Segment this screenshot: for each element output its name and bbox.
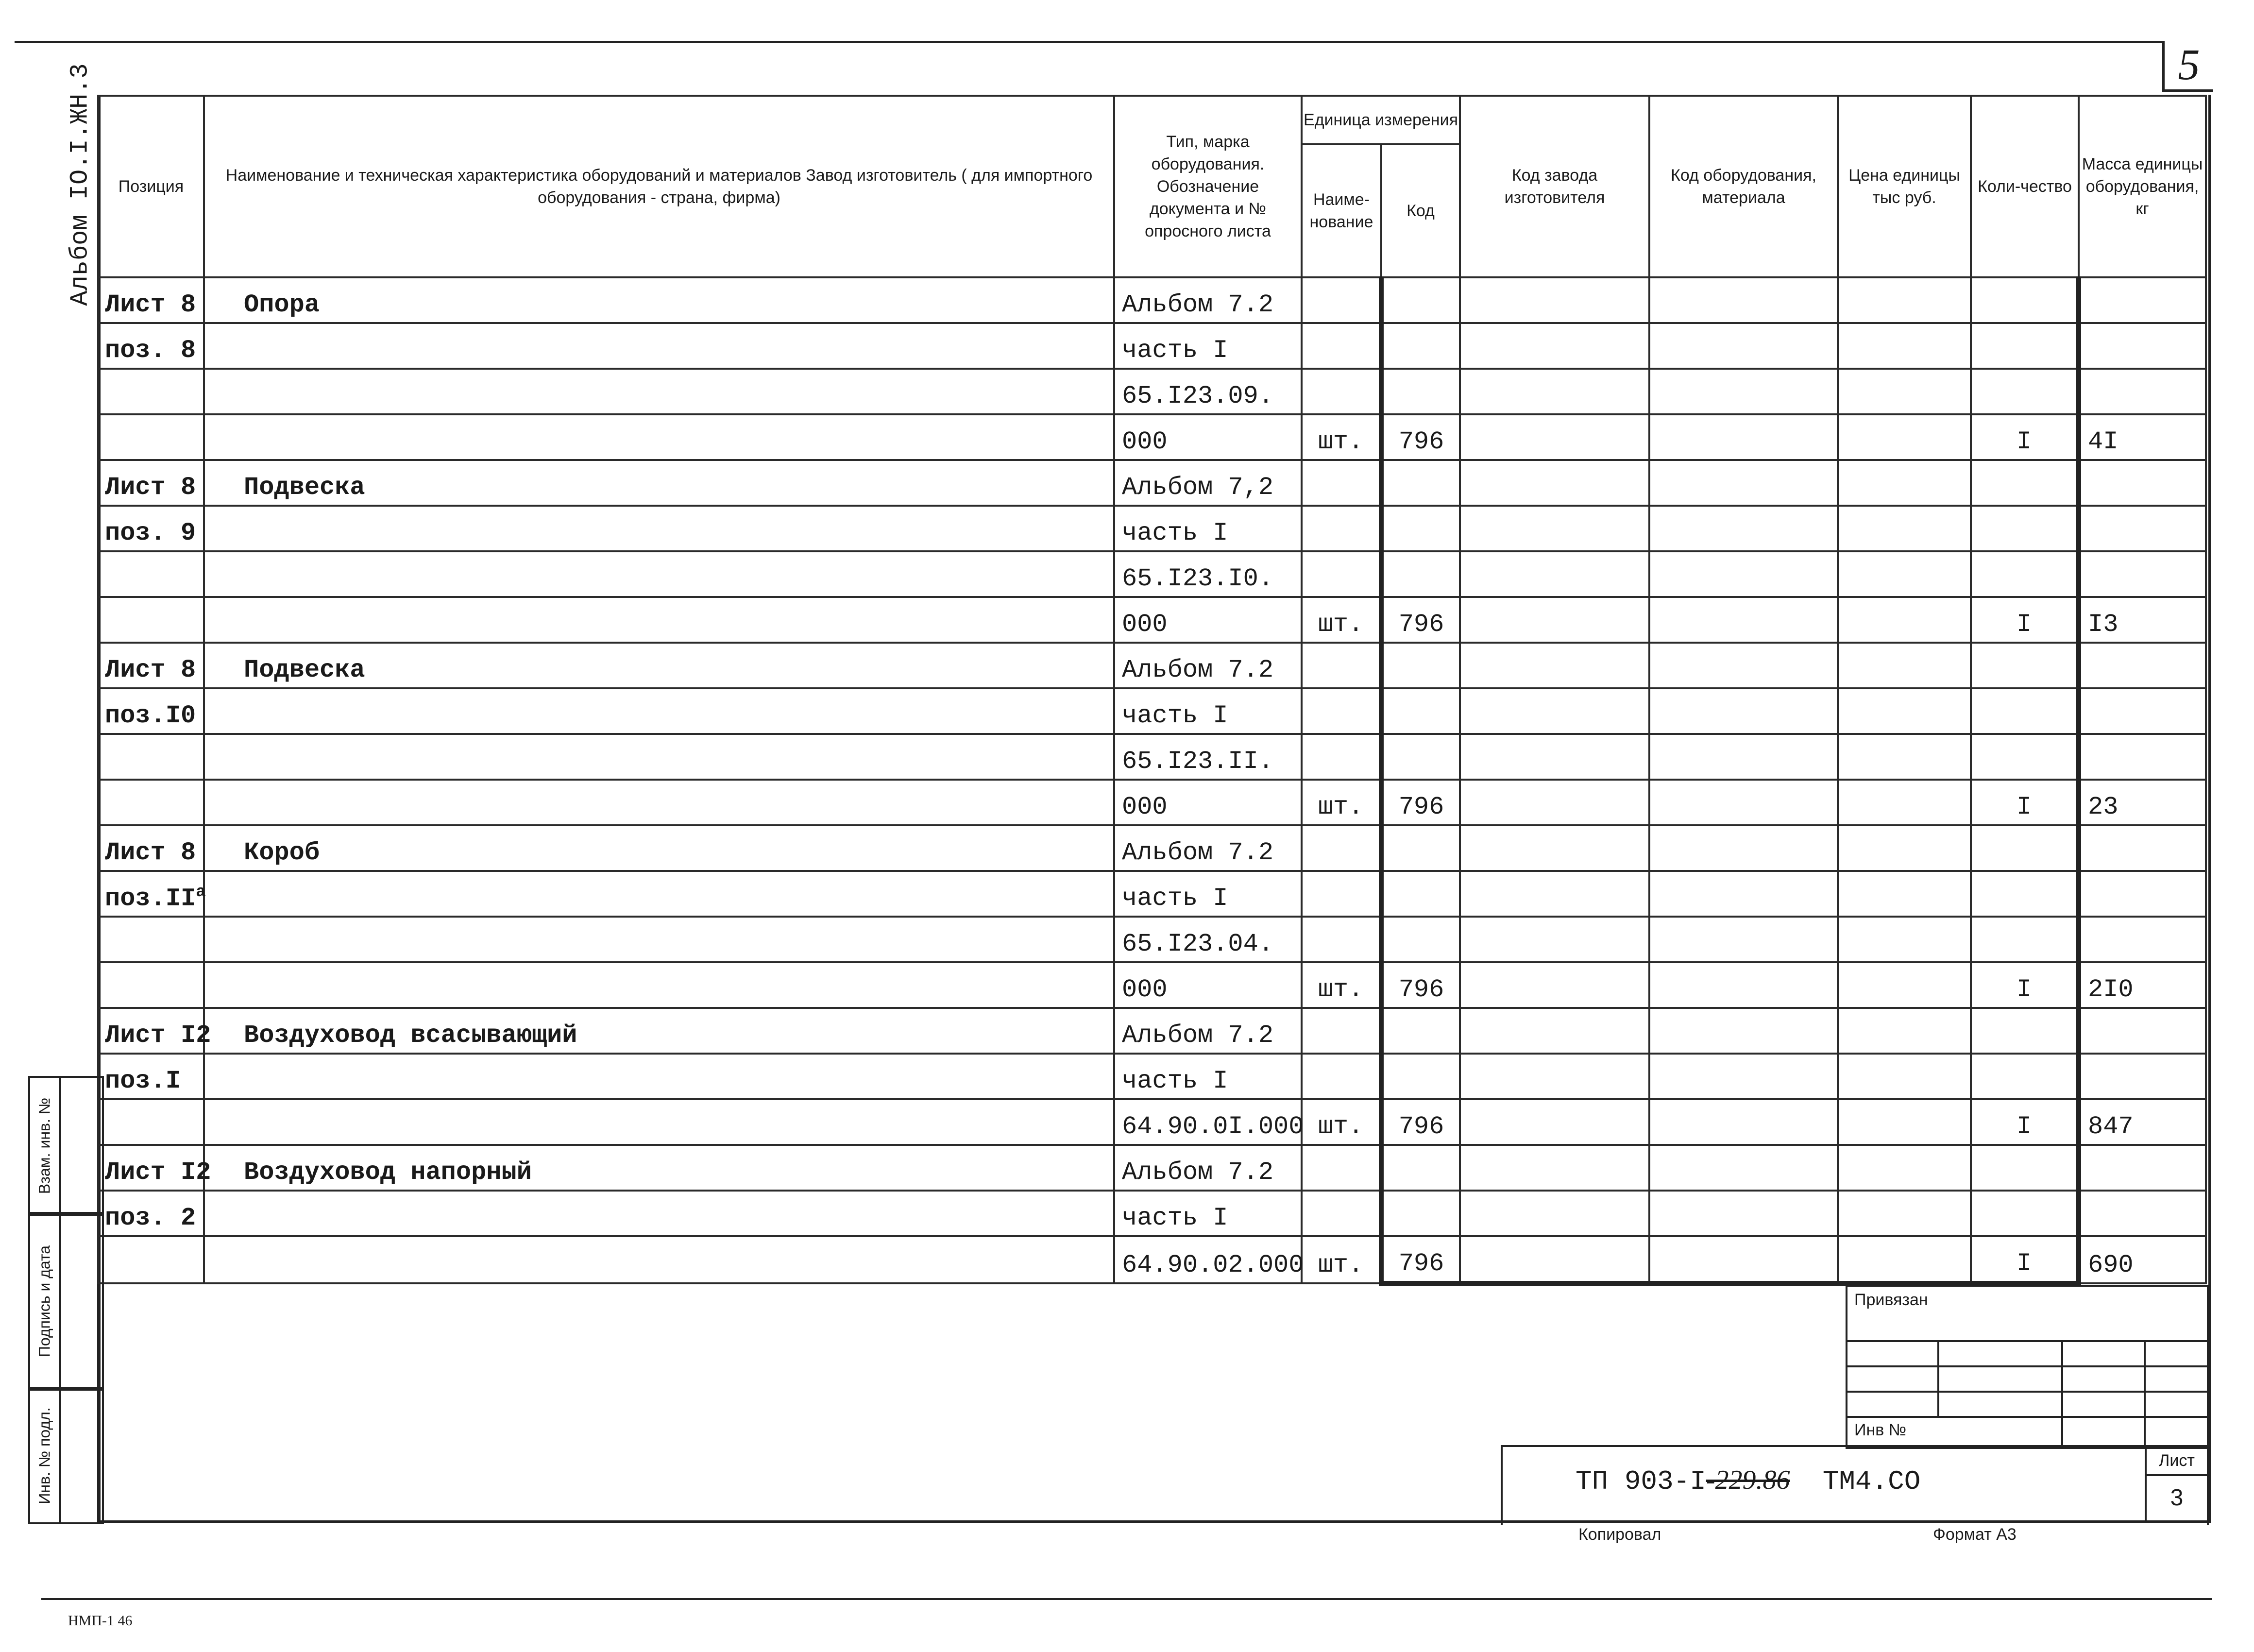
table-row xyxy=(98,825,2206,871)
cell-maker-code xyxy=(1460,1054,1649,1099)
cell-maker-code xyxy=(1460,597,1649,643)
cell-equip-code xyxy=(1649,1008,1838,1054)
cell-unit-code xyxy=(1381,1191,1460,1236)
cell-type: 000 xyxy=(1114,414,1302,460)
cell-price xyxy=(1838,688,1971,734)
cell-type: 64.90.02.000 xyxy=(1114,1236,1302,1283)
cell-mass xyxy=(2079,643,2206,688)
privyazan-title: Привязан xyxy=(1854,1291,1928,1309)
cell-maker-code xyxy=(1460,1191,1649,1236)
table-row xyxy=(98,1145,2206,1191)
cell-equip-code xyxy=(1649,277,1838,323)
cell-unit-code xyxy=(1381,277,1460,323)
table-row xyxy=(98,688,2206,734)
header-type: Тип, марка оборудования. Обозначение документа и № опросного листа xyxy=(1114,96,1302,277)
privyazan-block xyxy=(1846,1285,2209,1449)
cell-qty: I xyxy=(1971,780,2079,825)
cell-qty: I xyxy=(1971,597,2079,643)
cell-unit-code xyxy=(1381,369,1460,414)
cell-position: поз.I0 xyxy=(98,688,204,734)
cell-equip-code xyxy=(1649,643,1838,688)
cell-position: поз. 2 xyxy=(98,1191,204,1236)
cell-name xyxy=(204,962,1114,1008)
cell-name xyxy=(204,369,1114,414)
stamp-vzam-inv: Взам. инв. № xyxy=(28,1076,104,1216)
cell-type: 000 xyxy=(1114,962,1302,1008)
cell-name xyxy=(204,1054,1114,1099)
cell-equip-code xyxy=(1649,506,1838,551)
stamp-inv-podl: Инв. № подл. xyxy=(28,1387,104,1524)
album-side-label: Альбом IO.I.ЖН.3 xyxy=(66,63,95,306)
cell-position xyxy=(98,414,204,460)
table-row xyxy=(98,1236,2206,1283)
cell-type: часть I xyxy=(1114,688,1302,734)
cell-name xyxy=(204,1191,1114,1236)
bottom-rule xyxy=(41,1598,2212,1600)
cell-mass xyxy=(2079,734,2206,780)
cell-maker-code xyxy=(1460,551,1649,597)
cell-qty xyxy=(1971,551,2079,597)
cell-unit-name xyxy=(1302,369,1381,414)
cell-qty xyxy=(1971,369,2079,414)
cell-equip-code xyxy=(1649,734,1838,780)
cell-position xyxy=(98,917,204,962)
cell-equip-code xyxy=(1649,917,1838,962)
cell-mass: 847 xyxy=(2079,1099,2206,1145)
cell-equip-code xyxy=(1649,1054,1838,1099)
cell-type: часть I xyxy=(1114,506,1302,551)
cell-price xyxy=(1838,1008,1971,1054)
cell-unit-name xyxy=(1302,1145,1381,1191)
cell-maker-code xyxy=(1460,734,1649,780)
cell-unit-name: шт. xyxy=(1302,597,1381,643)
header-maker-code: Код завода изготовителя xyxy=(1460,96,1649,277)
cell-unit-code: 796 xyxy=(1381,597,1460,643)
cell-price xyxy=(1838,1145,1971,1191)
cell-type: 64.90.0I.000 xyxy=(1114,1099,1302,1145)
cell-maker-code xyxy=(1460,688,1649,734)
cell-position: Лист I2 xyxy=(98,1145,204,1191)
cell-unit-code xyxy=(1381,643,1460,688)
cell-unit-name xyxy=(1302,1054,1381,1099)
cell-unit-code xyxy=(1381,1054,1460,1099)
cell-type: часть I xyxy=(1114,1191,1302,1236)
cell-position xyxy=(98,1236,204,1283)
cell-unit-code: 796 xyxy=(1381,414,1460,460)
cell-position: Лист 8 xyxy=(98,460,204,506)
cell-position: Лист I2 xyxy=(98,1008,204,1054)
cell-price xyxy=(1838,460,1971,506)
cell-price xyxy=(1838,780,1971,825)
privyazan-inv: Инв № xyxy=(1854,1421,1907,1439)
cell-position: Лист 8 xyxy=(98,277,204,323)
cell-qty: I xyxy=(1971,1099,2079,1145)
table-row xyxy=(98,643,2206,688)
cell-position xyxy=(98,734,204,780)
table-row xyxy=(98,962,2206,1008)
cell-unit-name: шт. xyxy=(1302,414,1381,460)
cell-qty: I xyxy=(1971,414,2079,460)
header-unit-group: Единица измерения xyxy=(1302,96,1460,144)
cell-unit-name xyxy=(1302,688,1381,734)
cell-qty xyxy=(1971,871,2079,917)
cell-position: поз. 9 xyxy=(98,506,204,551)
cell-type: часть I xyxy=(1114,871,1302,917)
cell-qty: I xyxy=(1971,962,2079,1008)
cell-unit-code xyxy=(1381,917,1460,962)
table-row xyxy=(98,597,2206,643)
cell-price xyxy=(1838,551,1971,597)
cell-unit-code xyxy=(1381,1145,1460,1191)
cell-unit-code xyxy=(1381,551,1460,597)
cell-qty xyxy=(1971,917,2079,962)
cell-unit-name xyxy=(1302,506,1381,551)
cell-maker-code xyxy=(1460,414,1649,460)
cell-name xyxy=(204,917,1114,962)
cell-name xyxy=(204,780,1114,825)
table-row xyxy=(98,734,2206,780)
cell-name xyxy=(204,1099,1114,1145)
cell-equip-code xyxy=(1649,1145,1838,1191)
cell-type: часть I xyxy=(1114,1054,1302,1099)
cell-maker-code xyxy=(1460,323,1649,369)
top-rule xyxy=(15,41,2164,43)
table-row xyxy=(98,1191,2206,1236)
cell-maker-code xyxy=(1460,825,1649,871)
cell-name xyxy=(204,688,1114,734)
table-row xyxy=(98,1099,2206,1145)
cell-qty xyxy=(1971,1145,2079,1191)
cell-type: 000 xyxy=(1114,780,1302,825)
cell-type: 000 xyxy=(1114,597,1302,643)
cell-mass xyxy=(2079,825,2206,871)
cell-maker-code xyxy=(1460,1099,1649,1145)
cell-unit-code: 796 xyxy=(1381,962,1460,1008)
cell-mass xyxy=(2079,917,2206,962)
cell-price xyxy=(1838,734,1971,780)
cell-mass: 4I xyxy=(2079,414,2206,460)
cell-qty: I xyxy=(1971,1236,2079,1283)
cell-mass xyxy=(2079,1054,2206,1099)
header-equip-code: Код оборудования, материала xyxy=(1649,96,1838,277)
cell-equip-code xyxy=(1649,688,1838,734)
cell-unit-code xyxy=(1381,506,1460,551)
header-name: Наименование и техническая характеристика оборудований и материалов Завод изготовитель ( для импортного оборудования - страна, фирма) xyxy=(204,96,1114,277)
cell-mass xyxy=(2079,871,2206,917)
table-row xyxy=(98,506,2206,551)
cell-unit-name: шт. xyxy=(1302,962,1381,1008)
cell-name xyxy=(204,506,1114,551)
cell-name xyxy=(204,871,1114,917)
cell-unit-name xyxy=(1302,551,1381,597)
cell-position: поз. 8 xyxy=(98,323,204,369)
format-label: Формат А3 xyxy=(1933,1525,2017,1544)
cell-mass xyxy=(2079,460,2206,506)
header-unit-name: Наиме-нование xyxy=(1302,144,1381,277)
cell-mass xyxy=(2079,551,2206,597)
cell-unit-name: шт. xyxy=(1302,1236,1381,1283)
cell-qty xyxy=(1971,1008,2079,1054)
cell-unit-code: 796 xyxy=(1381,1236,1460,1283)
table-row xyxy=(98,460,2206,506)
table-row xyxy=(98,780,2206,825)
cell-qty xyxy=(1971,643,2079,688)
cell-position: поз.I xyxy=(98,1054,204,1099)
header-price: Цена единицы тыс руб. xyxy=(1838,96,1971,277)
cell-equip-code xyxy=(1649,323,1838,369)
cell-unit-code xyxy=(1381,734,1460,780)
kopiroval-label: Копировал xyxy=(1578,1525,1661,1544)
cell-name xyxy=(204,597,1114,643)
cell-mass: 23 xyxy=(2079,780,2206,825)
cell-type: Альбом 7.2 xyxy=(1114,1008,1302,1054)
cell-price xyxy=(1838,1236,1971,1283)
cell-unit-name xyxy=(1302,323,1381,369)
header-unit-code: Код xyxy=(1381,144,1460,277)
cell-mass xyxy=(2079,1008,2206,1054)
cell-maker-code xyxy=(1460,917,1649,962)
cell-name xyxy=(204,323,1114,369)
cell-qty xyxy=(1971,734,2079,780)
cell-unit-name xyxy=(1302,871,1381,917)
cell-position: $поз.II^а$ xyxy=(98,871,204,917)
cell-name: Опора xyxy=(204,277,1114,323)
cell-type: Альбом 7,2 xyxy=(1114,460,1302,506)
cell-price xyxy=(1838,643,1971,688)
cell-mass: 690 xyxy=(2079,1236,2206,1283)
cell-unit-code xyxy=(1381,871,1460,917)
cell-equip-code xyxy=(1649,780,1838,825)
cell-unit-name xyxy=(1302,917,1381,962)
cell-qty xyxy=(1971,506,2079,551)
cell-qty xyxy=(1971,277,2079,323)
cell-qty xyxy=(1971,460,2079,506)
cell-type: часть I xyxy=(1114,323,1302,369)
table-row xyxy=(98,871,2206,917)
cell-type: 65.I23.II. xyxy=(1114,734,1302,780)
table-row xyxy=(98,917,2206,962)
cell-maker-code xyxy=(1460,1008,1649,1054)
table-row xyxy=(98,369,2206,414)
cell-price xyxy=(1838,825,1971,871)
cell-name: Воздуховод напорный xyxy=(204,1145,1114,1191)
cell-maker-code xyxy=(1460,962,1649,1008)
cell-equip-code xyxy=(1649,1236,1838,1283)
cell-price xyxy=(1838,871,1971,917)
cell-unit-name xyxy=(1302,1008,1381,1054)
cell-type: Альбом 7.2 xyxy=(1114,643,1302,688)
cell-qty xyxy=(1971,323,2079,369)
cell-price xyxy=(1838,414,1971,460)
cell-price xyxy=(1838,597,1971,643)
cell-position xyxy=(98,962,204,1008)
position-superscript: а xyxy=(196,883,206,902)
cell-price xyxy=(1838,323,1971,369)
cell-price xyxy=(1838,1191,1971,1236)
header-position: Позиция xyxy=(98,96,204,277)
nmp-mark: НМП-1 46 xyxy=(68,1613,133,1629)
cell-maker-code xyxy=(1460,506,1649,551)
cell-mass xyxy=(2079,506,2206,551)
cell-mass xyxy=(2079,277,2206,323)
cell-maker-code xyxy=(1460,1145,1649,1191)
cell-unit-name xyxy=(1302,1191,1381,1236)
cell-equip-code xyxy=(1649,962,1838,1008)
cell-maker-code xyxy=(1460,871,1649,917)
cell-unit-name xyxy=(1302,734,1381,780)
cell-equip-code xyxy=(1649,871,1838,917)
cell-position xyxy=(98,780,204,825)
cell-name xyxy=(204,734,1114,780)
cell-name: Воздуховод всасывающий xyxy=(204,1008,1114,1054)
cell-type: 65.I23.09. xyxy=(1114,369,1302,414)
table-row xyxy=(98,1008,2206,1054)
cell-mass xyxy=(2079,688,2206,734)
cell-qty xyxy=(1971,1054,2079,1099)
cell-maker-code xyxy=(1460,369,1649,414)
cell-unit-code: 796 xyxy=(1381,1099,1460,1145)
cell-equip-code xyxy=(1649,369,1838,414)
cell-unit-code: 796 xyxy=(1381,780,1460,825)
cell-position xyxy=(98,1099,204,1145)
cell-position xyxy=(98,369,204,414)
cell-mass: I3 xyxy=(2079,597,2206,643)
cell-unit-name: шт. xyxy=(1302,780,1381,825)
cell-mass xyxy=(2079,1191,2206,1236)
specification-table xyxy=(97,95,2207,1286)
cell-unit-code xyxy=(1381,688,1460,734)
cell-maker-code xyxy=(1460,643,1649,688)
cell-type: Альбом 7.2 xyxy=(1114,825,1302,871)
cell-unit-name xyxy=(1302,825,1381,871)
cell-position xyxy=(98,597,204,643)
cell-name: Короб xyxy=(204,825,1114,871)
cell-equip-code xyxy=(1649,551,1838,597)
table-row xyxy=(98,277,2206,323)
list-cell xyxy=(2145,1447,2207,1523)
cell-maker-code xyxy=(1460,277,1649,323)
cell-mass xyxy=(2079,1145,2206,1191)
cell-name xyxy=(204,414,1114,460)
table-row xyxy=(98,1054,2206,1099)
cell-position xyxy=(98,551,204,597)
stamp-podpis-data: Подпись и дата xyxy=(28,1212,104,1391)
cell-mass xyxy=(2079,369,2206,414)
cell-unit-name xyxy=(1302,277,1381,323)
cell-price xyxy=(1838,1099,1971,1145)
cell-price xyxy=(1838,917,1971,962)
cell-price xyxy=(1838,962,1971,1008)
cell-unit-code xyxy=(1381,323,1460,369)
header-mass: Масса единицы оборудования, кг xyxy=(2079,96,2206,277)
cell-maker-code xyxy=(1460,460,1649,506)
table-row xyxy=(98,414,2206,460)
cell-price xyxy=(1838,277,1971,323)
cell-price xyxy=(1838,1054,1971,1099)
cell-equip-code xyxy=(1649,825,1838,871)
table-row xyxy=(98,323,2206,369)
cell-name: Подвеска xyxy=(204,643,1114,688)
cell-maker-code xyxy=(1460,1236,1649,1283)
cell-equip-code xyxy=(1649,1191,1838,1236)
cell-mass: 2I0 xyxy=(2079,962,2206,1008)
cell-qty xyxy=(1971,1191,2079,1236)
cell-unit-name xyxy=(1302,643,1381,688)
cell-price xyxy=(1838,369,1971,414)
cell-unit-code xyxy=(1381,460,1460,506)
header-qty: Коли-чество xyxy=(1971,96,2079,277)
cell-qty xyxy=(1971,688,2079,734)
cell-unit-name: шт. xyxy=(1302,1099,1381,1145)
cell-equip-code xyxy=(1649,460,1838,506)
cell-unit-code xyxy=(1381,1008,1460,1054)
cell-equip-code xyxy=(1649,597,1838,643)
cell-type: Альбом 7.2 xyxy=(1114,277,1302,323)
table-row xyxy=(98,551,2206,597)
cell-qty xyxy=(1971,825,2079,871)
cell-position: Лист 8 xyxy=(98,643,204,688)
cell-unit-name xyxy=(1302,460,1381,506)
cell-name xyxy=(204,551,1114,597)
cell-equip-code xyxy=(1649,414,1838,460)
drawing-code: ТП 903-I-229.86 ТМ4.СО xyxy=(1576,1465,1921,1497)
list-number: 3 xyxy=(2170,1485,2184,1511)
cell-unit-code xyxy=(1381,825,1460,871)
title-block xyxy=(1501,1445,2209,1525)
cell-type: 65.I23.04. xyxy=(1114,917,1302,962)
cell-mass xyxy=(2079,323,2206,369)
cell-name: Подвеска xyxy=(204,460,1114,506)
cell-type: Альбом 7.2 xyxy=(1114,1145,1302,1191)
cell-maker-code xyxy=(1460,780,1649,825)
sheet-number: 5 xyxy=(2162,41,2213,92)
list-label: Лист xyxy=(2147,1447,2207,1476)
cell-name xyxy=(204,1236,1114,1283)
cell-equip-code xyxy=(1649,1099,1838,1145)
cell-position: Лист 8 xyxy=(98,825,204,871)
cell-type: 65.I23.I0. xyxy=(1114,551,1302,597)
cell-price xyxy=(1838,506,1971,551)
